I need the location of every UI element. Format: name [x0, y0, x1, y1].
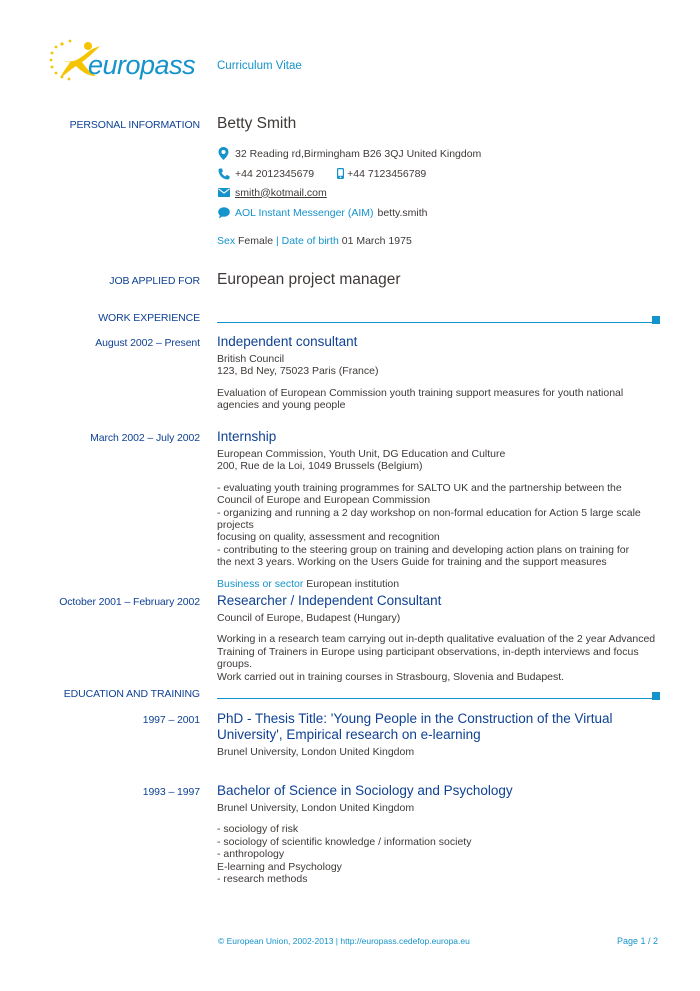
europass-logo — [48, 38, 208, 86]
phone-row — [217, 167, 426, 180]
desc-line: - anthropology — [217, 848, 285, 861]
desc-line: - sociology of scientific knowledge / information society — [217, 835, 472, 848]
address-row — [217, 147, 481, 160]
phone-icon — [217, 167, 230, 180]
desc-line: Council of Europe and European Commission — [217, 494, 431, 507]
job-applied-value: European project manager — [217, 271, 401, 288]
entry-dates: 1997 – 2001 — [142, 714, 200, 726]
desc-line: - sociology of risk — [217, 823, 299, 836]
sector-value: European institution — [306, 577, 400, 590]
work-entry-2 — [217, 429, 662, 590]
desc-line: the next 3 years. Working on the Users Guide for training and the support measures — [217, 556, 607, 569]
employer-line: Council of Europe, Budapest (Hungary) — [217, 612, 401, 624]
desc-line: - contributing to the steering group on training and developing action plans on training for — [217, 543, 630, 556]
footer-page-number: Page 1 / 2 — [616, 936, 658, 946]
section-rule-marker-work — [652, 316, 660, 324]
section-rule-work — [217, 322, 653, 323]
sex-label: Sex — [217, 235, 236, 247]
email-link[interactable]: smith@kotmail.com — [235, 186, 327, 199]
mobile-number: +44 7123456789 — [347, 167, 427, 180]
work-entry-1 — [217, 334, 662, 412]
im-service: AOL Instant Messenger (AIM) — [235, 206, 374, 219]
chat-bubble-icon — [217, 206, 230, 219]
entry-title: Independent consultant — [217, 334, 358, 349]
address-text: 32 Reading rd,Birmingham B26 3QJ United Kingdom — [235, 147, 482, 160]
entry-title: PhD - Thesis Title: 'Young People in the Construction of the Virtual — [217, 711, 613, 726]
envelope-icon — [217, 186, 230, 199]
desc-line: Work carried out in training courses in Strasbourg, Slovenia and Budapest. — [217, 670, 565, 683]
desc-line: focusing on quality, assessment and recognition — [217, 531, 440, 544]
footer-copyright: © European Union, 2002-2013 | http://europass.cedefop.europa.eu — [218, 936, 470, 946]
desc-line: E-learning and Psychology — [217, 860, 342, 873]
work-entry-3 — [217, 593, 662, 683]
desc-line: - organizing and running a 2 day workshop on non-formal education for Action 5 large scale projects — [217, 506, 641, 532]
email-row — [217, 186, 327, 199]
desc-line: - evaluating youth training programmes for SALTO UK and the partnership between the — [217, 481, 622, 494]
desc-line: Training of Trainers in Europe using participant observations, in-depth interviews and focus groups. — [217, 645, 639, 671]
entry-title-cont: University', Empirical research on e-learning — [217, 727, 481, 742]
desc-line: Working in a research team carrying out in-depth qualitative evaluation of the 2 year Advanced — [217, 633, 656, 646]
employer-line: British Council — [217, 353, 285, 365]
section-label-education: EDUCATION AND TRAINING — [63, 688, 200, 700]
desc-line: - research methods — [217, 873, 308, 886]
doc-title: Curriculum Vitae — [217, 60, 302, 72]
education-entry-2 — [217, 783, 662, 885]
mobile-phone-icon — [336, 167, 344, 180]
section-label-work: WORK EXPERIENCE — [98, 312, 200, 324]
education-entry-1 — [217, 711, 662, 758]
separator: | — [275, 235, 279, 247]
entry-title: Bachelor of Science in Sociology and Psychology — [217, 783, 513, 798]
sector-row — [217, 578, 662, 590]
section-rule-marker-education — [652, 692, 660, 700]
desc-line: agencies and young people — [217, 399, 346, 412]
entry-dates: March 2002 – July 2002 — [90, 432, 200, 444]
im-handle: betty.smith — [377, 206, 428, 219]
sector-label: Business or sector — [217, 577, 304, 590]
section-label-personal: PERSONAL INFORMATION — [69, 119, 200, 131]
employer-address: 200, Rue de la Loi, 1049 Brussels (Belgium) — [217, 460, 423, 473]
entry-dates: August 2002 – Present — [95, 337, 200, 349]
dob-value: 01 March 1975 — [341, 235, 412, 247]
logo-text: europass — [88, 50, 196, 80]
entry-dates: October 2001 – February 2002 — [59, 596, 200, 608]
section-rule-education — [217, 698, 653, 699]
entry-title: Researcher / Independent Consultant — [217, 593, 442, 608]
entry-dates: 1993 – 1997 — [142, 786, 200, 798]
section-label-job: JOB APPLIED FOR — [109, 275, 200, 287]
im-row — [217, 206, 428, 219]
entry-title: Internship — [217, 429, 277, 444]
institution: Brunel University, London United Kingdom — [217, 802, 415, 814]
desc-line: Evaluation of European Commission youth training support measures for youth national — [217, 386, 624, 399]
phone-number: +44 2012345679 — [235, 167, 315, 180]
sex-dob-row — [217, 235, 412, 247]
institution: Brunel University, London United Kingdom — [217, 746, 415, 758]
employer-line: European Commission, Youth Unit, DG Education and Culture — [217, 448, 506, 460]
employer-address: 123, Bd Ney, 75023 Paris (France) — [217, 365, 379, 378]
sex-value: Female — [238, 235, 274, 247]
location-pin-icon — [217, 147, 230, 160]
dob-label: Date of birth — [281, 235, 339, 247]
full-name: Betty Smith — [217, 115, 297, 132]
